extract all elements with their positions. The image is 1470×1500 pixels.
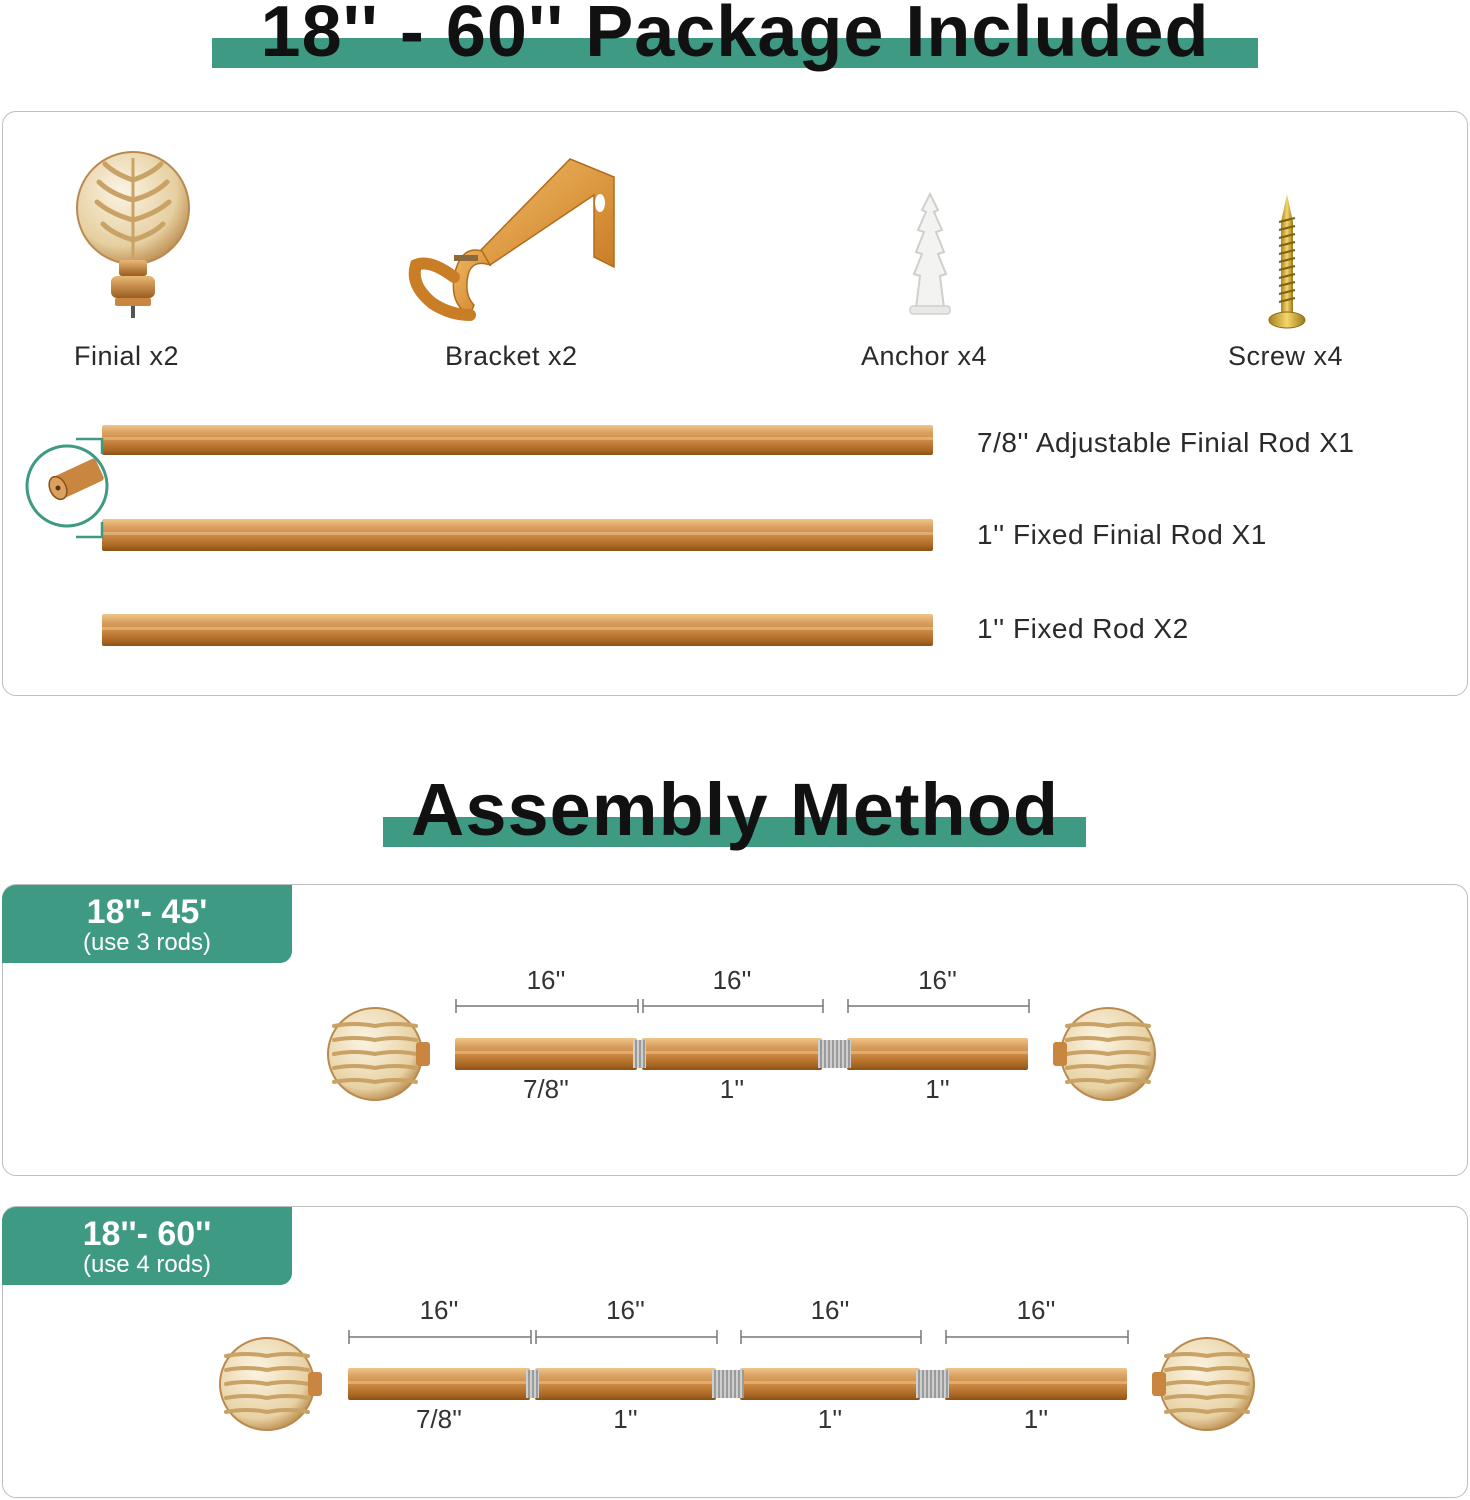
- package-panel: [2, 111, 1468, 696]
- segment-length-label: 16'': [1016, 1295, 1056, 1325]
- segment-diameter-label: 7/8'': [415, 1404, 463, 1434]
- dimension-line: [348, 1329, 532, 1345]
- segment-length-label: 16'': [918, 965, 957, 995]
- item-label-screw: Screw x4: [1228, 341, 1344, 371]
- range-title: 18''- 45': [86, 893, 208, 931]
- segment-diameter-label: 1'': [817, 1404, 843, 1434]
- segment-length-label: 16'': [526, 965, 566, 995]
- bracket-icon: [410, 155, 620, 320]
- dimension-line: [535, 1329, 718, 1345]
- segment-length-label: 16'': [810, 1295, 850, 1325]
- segment-diameter-label: 1'': [925, 1074, 950, 1104]
- item-label-finial: Finial x2: [74, 341, 180, 371]
- rod-connector: [526, 1370, 539, 1398]
- rod-connector: [633, 1040, 646, 1068]
- assembly-rod-segment: [642, 1038, 822, 1070]
- rod-end-zoom-callout: [24, 434, 114, 544]
- assembly-rod-segment: [945, 1368, 1127, 1400]
- assembly-heading: [0, 770, 1470, 860]
- rod-label-fixed-finial: 1'' Fixed Finial Rod X1: [977, 519, 1267, 550]
- dimension-line: [847, 998, 1030, 1014]
- rod-label-adjustable: 7/8'' Adjustable Finial Rod X1: [977, 427, 1355, 458]
- range-note: (use 3 rods): [82, 929, 212, 956]
- range-tag: [2, 1207, 292, 1285]
- segment-diameter-label: 7/8'': [522, 1074, 570, 1104]
- range-title: 18''- 60'': [82, 1215, 212, 1253]
- anchor-icon: [900, 190, 960, 320]
- dimension-line: [740, 1329, 922, 1345]
- assembly-rod-segment: [348, 1368, 530, 1400]
- item-label-bracket: Bracket x2: [445, 341, 578, 371]
- dimension-line: [455, 998, 639, 1014]
- fixed-rod: [102, 614, 933, 646]
- range-tag: [2, 885, 292, 963]
- segment-diameter-label: 1'': [719, 1074, 745, 1104]
- rod-label-fixed: 1'' Fixed Rod X2: [977, 613, 1189, 644]
- package-heading: [0, 0, 1470, 80]
- fixed-finial-rod: [102, 519, 933, 551]
- range-note: (use 4 rods): [82, 1251, 212, 1278]
- assembly-rod-segment: [455, 1038, 637, 1070]
- rod-connector: [818, 1040, 851, 1068]
- assembly-rod-segment: [740, 1368, 920, 1400]
- package-title: 18'' - 60'' Package Included: [260, 0, 1210, 72]
- assembly-title: Assembly Method: [410, 768, 1060, 851]
- segment-length-label: 16'': [712, 965, 752, 995]
- rod-connector: [712, 1370, 744, 1398]
- item-label-anchor: Anchor x4: [861, 341, 988, 371]
- segment-diameter-label: 1'': [613, 1404, 638, 1434]
- rod-connector: [916, 1370, 949, 1398]
- segment-length-label: 16'': [606, 1295, 645, 1325]
- dimension-line: [945, 1329, 1129, 1345]
- assembly-rod-segment: [847, 1038, 1028, 1070]
- adjustable-finial-rod: [102, 425, 933, 455]
- segment-length-label: 16'': [419, 1295, 459, 1325]
- dimension-line: [642, 998, 824, 1014]
- segment-diameter-label: 1'': [1023, 1404, 1049, 1434]
- assembly-rod-segment: [535, 1368, 716, 1400]
- finial-icon: [75, 150, 195, 320]
- screw-icon: [1265, 192, 1310, 332]
